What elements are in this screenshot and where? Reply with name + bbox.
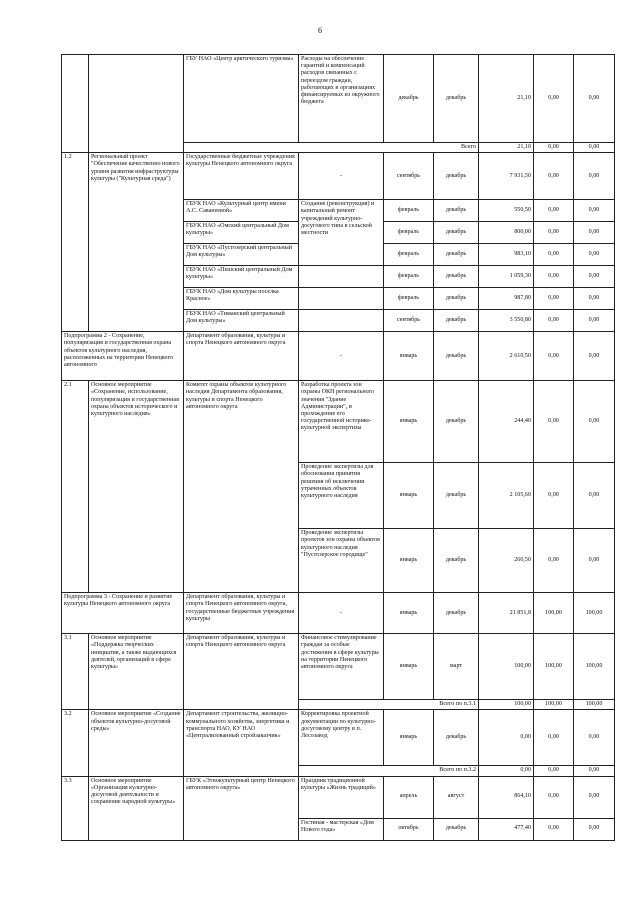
value-cell: 0,00: [534, 310, 574, 332]
start-cell: январь: [384, 593, 434, 634]
table-row: [62, 710, 615, 766]
value-cell: 0,00: [534, 153, 574, 200]
org-cell: ГБУК НАО «Омский центральный Дом культуры»: [184, 222, 299, 244]
value-cell: 0,00: [534, 529, 574, 593]
value-cell: 0,00: [574, 381, 615, 463]
end-cell: декабрь: [434, 153, 479, 200]
value-cell: 3 550,80: [479, 310, 534, 332]
end-cell: декабрь: [434, 593, 479, 634]
action-cell: Разработка проекта зон охраны ОКН регионального значения "Здание Администрации", и прохождение его государственной историко-культурной экспертизы: [299, 381, 384, 463]
value-cell: 21,10: [479, 143, 534, 153]
start-cell: февраль: [384, 222, 434, 244]
org-cell: Департамент образования, культуры и спорта Ненецкого автономного округа, государственные бюджетные учреждения культуры: [184, 593, 299, 634]
value-cell: 0,00: [534, 143, 574, 153]
end-cell: декабрь: [434, 266, 479, 288]
start-cell: январь: [384, 381, 434, 463]
total-label: Всего по п.3.2: [299, 766, 479, 776]
start-cell: сентябрь: [384, 310, 434, 332]
table-row: [62, 381, 615, 463]
action-cell: Праздник традиционной культуры «Жизнь традиций»: [299, 776, 384, 818]
value-cell: 100,00: [534, 593, 574, 634]
subprogram-name: Подпрограмма 2 - Сохранение, популяризация и государственная охрана объектов культурного наследия, расположенных на территории Ненецкого автономного: [62, 332, 184, 381]
org-cell: Департамент образования, культуры и спорта Ненецкого автономного округа: [184, 634, 299, 710]
value-cell: 0,00: [534, 55, 574, 143]
value-cell: 0,00: [534, 332, 574, 381]
start-cell: февраль: [384, 200, 434, 222]
org-cell: ГБУ НАО «Центр арктического туризма»: [184, 55, 299, 143]
end-cell: декабрь: [434, 381, 479, 463]
value-cell: 0,00: [534, 222, 574, 244]
value-cell: 0,00: [479, 710, 534, 766]
end-cell: декабрь: [434, 200, 479, 222]
start-cell: февраль: [384, 266, 434, 288]
table-row: [62, 55, 615, 143]
value-cell: 864,10: [479, 776, 534, 818]
value-cell: 0,00: [574, 710, 615, 766]
item-name: Основное мероприятие «Сохранение, использование, популяризация и государственная охрана объектов исторического и культурного наследия»: [89, 381, 184, 593]
start-cell: январь: [384, 710, 434, 766]
value-cell: 100,00: [574, 700, 615, 710]
page-number: 6: [318, 26, 322, 35]
item-number: 3.1: [62, 634, 89, 710]
end-cell: декабрь: [434, 288, 479, 310]
action-cell: Расходы на обеспечение гарантий и компенсаций расходов связанных с переездом граждан, работающих в организациях финансируемых из окружного бюджета: [299, 55, 384, 143]
start-cell: февраль: [384, 244, 434, 266]
value-cell: 100,00: [479, 700, 534, 710]
org-cell: ГБУК НАО «Пешский центральный Дом культуры»: [184, 266, 299, 288]
value-cell: 100,00: [574, 593, 615, 634]
end-cell: декабрь: [434, 222, 479, 244]
start-cell: апрель: [384, 776, 434, 818]
item-name: Региональный проект "Обеспечение качественно нового уровня развития инфраструктуры культуры ("Культурная среда"): [89, 153, 184, 332]
org-cell: Комитет охраны объектов культурного наследия Департамента образования, культуры и спорта Ненецкого автономного округа: [184, 381, 299, 593]
action-cell: Финансовое стимулирование граждан за особые достижения в сфере культуры на территории Ненецкого автономного округа: [299, 634, 384, 700]
start-cell: декабрь: [384, 55, 434, 143]
value-cell: 0,00: [574, 332, 615, 381]
program-schedule-table: [61, 54, 615, 841]
value-cell: 0,00: [574, 200, 615, 222]
value-cell: 260,50: [479, 529, 534, 593]
value-cell: 477,40: [479, 818, 534, 840]
value-cell: 21,10: [479, 55, 534, 143]
value-cell: 0,00: [574, 143, 615, 153]
value-cell: 550,50: [479, 200, 534, 222]
org-cell: Департамент образования, культуры и спорта Ненецкого автономного округа: [184, 332, 299, 381]
value-cell: 100,00: [574, 634, 615, 700]
value-cell: 244,40: [479, 381, 534, 463]
value-cell: 987,80: [479, 288, 534, 310]
value-cell: 0,00: [574, 766, 615, 776]
start-cell: сентябрь: [384, 153, 434, 200]
value-cell: 0,00: [574, 288, 615, 310]
value-cell: 0,00: [534, 381, 574, 463]
value-cell: 0,00: [534, 776, 574, 818]
item-name: Основное мероприятие «Организация культурно-досуговой деятельности и сохранение народной культуры»: [89, 776, 184, 840]
value-cell: 0,00: [574, 776, 615, 818]
value-cell: 7 931,50: [479, 153, 534, 200]
table-row: [62, 153, 615, 200]
value-cell: 100,00: [479, 634, 534, 700]
org-cell: ГБУК НАО «Тиманский центральный Дом культуры»: [184, 310, 299, 332]
action-cell: -: [299, 593, 384, 634]
subprogram-row: [62, 593, 615, 634]
end-cell: декабрь: [434, 463, 479, 529]
subprogram-name: Подпрограмма 3 - Сохранение и развитие культуры Ненецкого автономного округа: [62, 593, 184, 634]
total-label: Всего по п.3.1: [299, 700, 479, 710]
action-cell: Корректировка проектной документации по культурно-досуговому центру в п. Лесозавод: [299, 710, 384, 766]
action-cell: -: [299, 332, 384, 381]
item-number: 2.1: [62, 381, 89, 593]
action-cell: -: [299, 153, 384, 200]
end-cell: декабрь: [434, 710, 479, 766]
value-cell: 0,00: [534, 244, 574, 266]
action-cell: Гостиная - мастерская «Дом Нового года»: [299, 818, 384, 840]
table-row: [62, 776, 615, 818]
end-cell: декабрь: [434, 310, 479, 332]
value-cell: 0,00: [479, 766, 534, 776]
value-cell: 100,00: [534, 700, 574, 710]
start-cell: февраль: [384, 288, 434, 310]
org-cell: ГБУК «Этнокультурный центр Ненецкого автономного округа»: [184, 776, 299, 840]
action-cell: Создание (реконструкция) и капитальный ремонт учреждений культурно-досугового типа в сельской местности: [299, 200, 384, 266]
item-name: Основное мероприятие «Создание объектов культурно-досуговой среды»: [89, 710, 184, 776]
value-cell: 0,00: [574, 310, 615, 332]
value-cell: 2 610,50: [479, 332, 534, 381]
value-cell: 0,00: [574, 244, 615, 266]
org-cell: ГБУК НАО «Культурный центр имени А.С. Саванеевой»: [184, 200, 299, 222]
action-cell: Проведение экспертизы проектов зон охраны объектов культурного наследия "Пустозерское городище": [299, 529, 384, 593]
org-cell: Государственные бюджетные учреждения культуры Ненецкого автономного округа: [184, 153, 299, 200]
value-cell: 100,00: [534, 634, 574, 700]
item-number: 1.2: [62, 153, 89, 332]
start-cell: январь: [384, 529, 434, 593]
value-cell: 21 851,8: [479, 593, 534, 634]
value-cell: 0,00: [534, 288, 574, 310]
value-cell: 0,00: [574, 266, 615, 288]
end-cell: декабрь: [434, 55, 479, 143]
item-number: 3.3: [62, 776, 89, 840]
value-cell: 0,00: [534, 266, 574, 288]
value-cell: 983,10: [479, 244, 534, 266]
value-cell: 0,00: [574, 529, 615, 593]
action-cell: Проведение экспертизы для обоснования принятия решения об исключении утраченных объектов культурного наследия: [299, 463, 384, 529]
end-cell: декабрь: [434, 244, 479, 266]
end-cell: август: [434, 776, 479, 818]
value-cell: 0,00: [574, 153, 615, 200]
value-cell: 0,00: [534, 710, 574, 766]
org-cell: Департамент строительства, жилищно-коммунального хозяйства, энергетики и транспорта НАО, КУ НАО «Централизованный стройзаказчик»: [184, 710, 299, 776]
start-cell: январь: [384, 332, 434, 381]
item-name: Основное мероприятие «Поддержка творческих инициатив, а также выдающихся деятелей, организаций в сфере культуры»: [89, 634, 184, 710]
value-cell: 0,00: [574, 818, 615, 840]
value-cell: 0,00: [534, 463, 574, 529]
value-cell: 0,00: [534, 766, 574, 776]
value-cell: 0,00: [574, 463, 615, 529]
start-cell: январь: [384, 634, 434, 700]
org-cell: ГБУК НАО «Дом культуры поселка Красное»: [184, 288, 299, 310]
end-cell: декабрь: [434, 818, 479, 840]
table-row: [62, 634, 615, 700]
value-cell: 2 105,60: [479, 463, 534, 529]
value-cell: 0,00: [534, 200, 574, 222]
end-cell: март: [434, 634, 479, 700]
start-cell: октябрь: [384, 818, 434, 840]
value-cell: 0,00: [534, 818, 574, 840]
start-cell: январь: [384, 463, 434, 529]
value-cell: 800,00: [479, 222, 534, 244]
value-cell: 0,00: [574, 55, 615, 143]
total-label: Всего: [184, 143, 479, 153]
value-cell: 1 059,30: [479, 266, 534, 288]
end-cell: декабрь: [434, 332, 479, 381]
value-cell: 0,00: [574, 222, 615, 244]
org-cell: ГБУК НАО «Пустозерский центральный Дом культуры»: [184, 244, 299, 266]
end-cell: декабрь: [434, 529, 479, 593]
subprogram-row: [62, 332, 615, 381]
item-number: 3.2: [62, 710, 89, 776]
